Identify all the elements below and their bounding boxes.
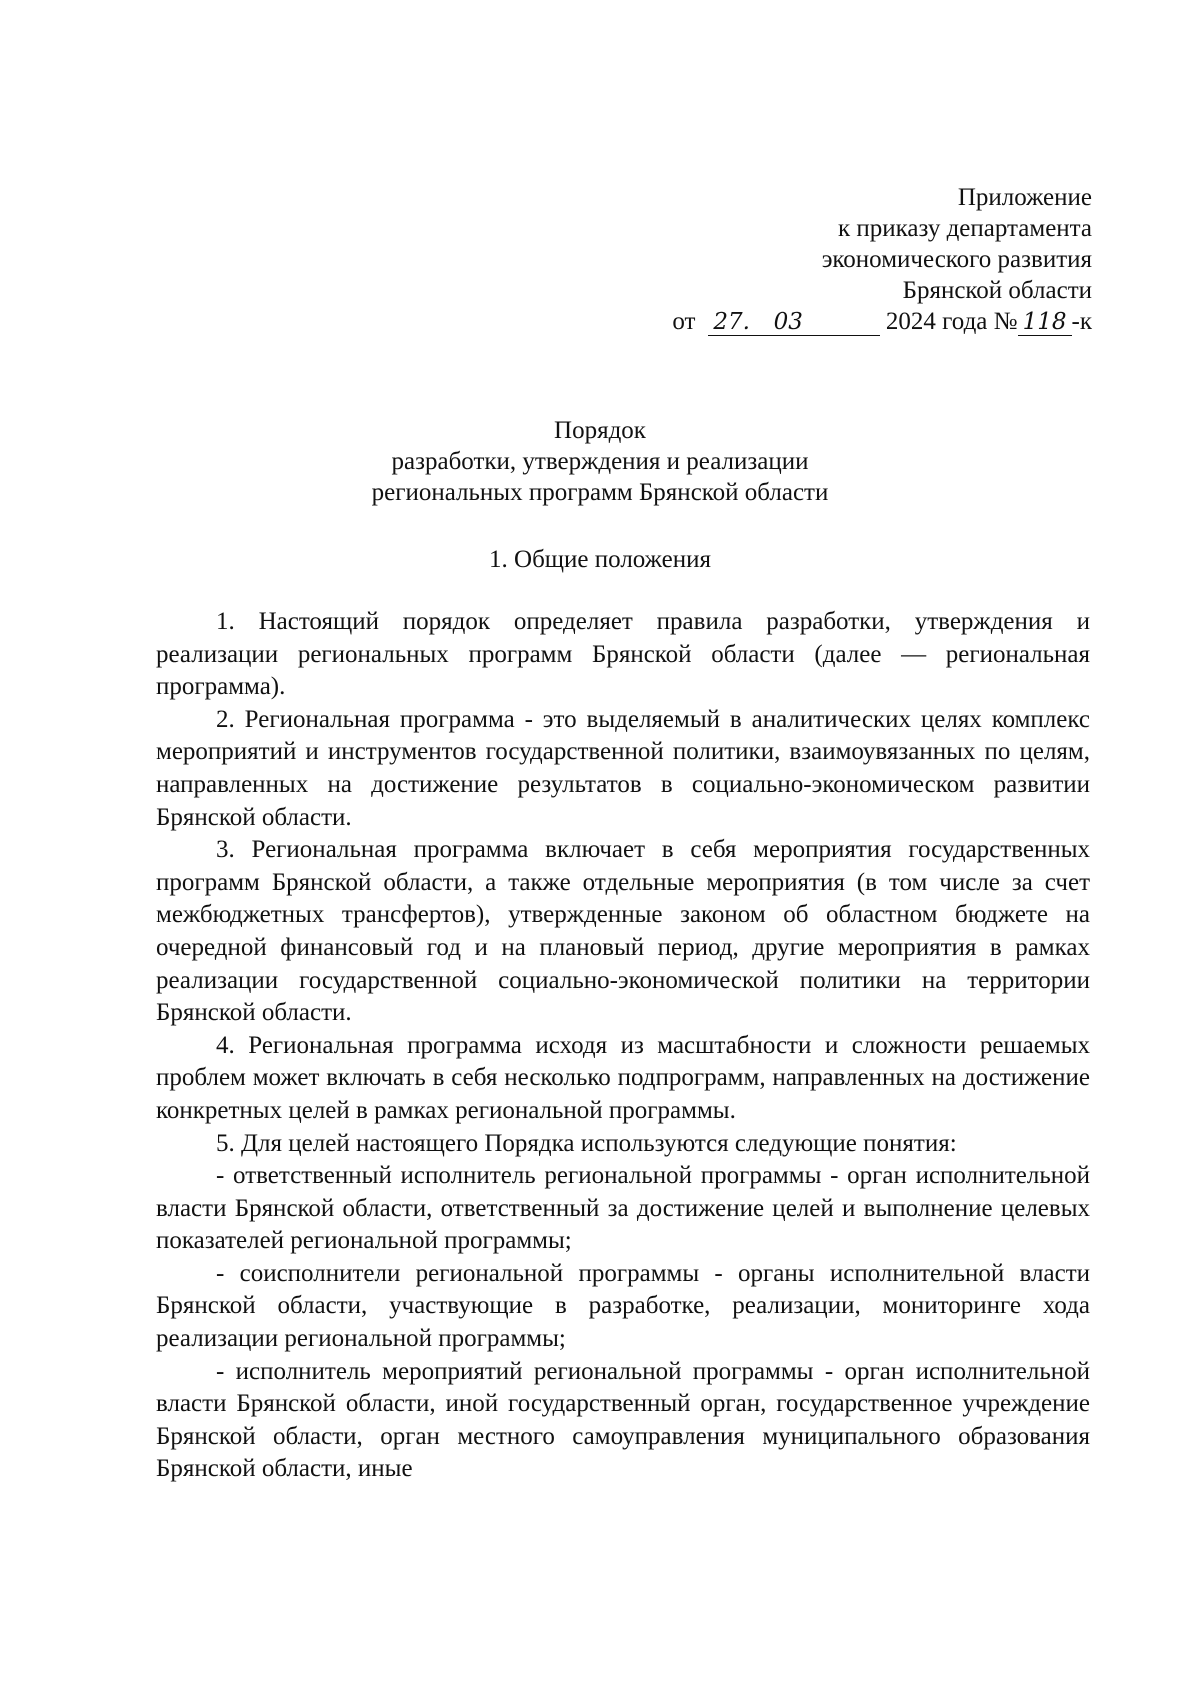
order-suffix: -к	[1071, 308, 1092, 335]
title-line-1: Порядок	[554, 417, 646, 444]
section-heading: 1. Общие положения	[489, 546, 711, 573]
title-line-2: разработки, утверждения и реализации	[391, 448, 809, 475]
paragraph-5: 5. Для целей настоящего Порядка используются следующие понятия:	[216, 1129, 957, 1157]
paragraph-3: 3. Региональная программа включает в себя мероприятия государственных программ Брянской области, а также отдельные мероприятия (в том числе за счет межбюджетных трансфертов), утвержденные законом об областном бюджете на очередной финансовый год и на плановый период, другие мероприятия в рамках реализации государственной социально-экономической политики на территории Брянской области.	[156, 836, 1090, 1027]
paragraph-1: 1. Настоящий порядок определяет правила разработки, утверждения и реализации региональных программ Брянской области (далее — региональная программа).	[156, 608, 1090, 701]
definition-co-executors: - соисполнители региональной программы - органы исполнительной власти Брянской области, участвующие в разработке, реализации, мониторинге хода реализации региональной программы;	[156, 1259, 1090, 1353]
appendix-department: экономического развития	[821, 246, 1092, 273]
appendix-order-ref: к приказу департамента	[837, 215, 1092, 242]
document-body	[156, 606, 1090, 1486]
paragraph-2: 2. Региональная программа - это выделяемый в аналитических целях комплекс мероприятий и инструментов государственной политики, взаимоувязанных по целям, направленных на достижение результатов в социально-экономическом развитии Брянской области.	[156, 705, 1090, 831]
handwritten-order-number: 118	[1018, 309, 1072, 336]
date-year-text: 2024 года №	[885, 308, 1018, 335]
date-prefix: от	[672, 308, 696, 335]
paragraph-4: 4. Региональная программа исходя из масштабности и сложности решаемых проблем может включать в себя несколько подпрограмм, направленных на достижение конкретных целей в рамках региональной программы.	[156, 1031, 1090, 1124]
appendix-region: Брянской области	[902, 277, 1092, 304]
appendix-header	[672, 182, 1092, 337]
definition-activity-executor: - исполнитель мероприятий региональной программы - орган исполнительной власти Брянской области, иной государственный орган, государственное учреждение Брянской области, орган местного самоуправления муниципального образования Брянской области, иные	[156, 1357, 1090, 1483]
handwritten-month: 03	[756, 309, 880, 336]
appendix-date-line	[672, 306, 1092, 337]
definition-responsible-executor: - ответственный исполнитель региональной программы - орган исполнительной власти Брянской области, ответственный за достижение целей и выполнение целевых показателей региональной программы;	[156, 1162, 1090, 1255]
appendix-title: Приложение	[957, 184, 1092, 211]
title-line-3: региональных программ Брянской области	[371, 479, 829, 506]
document-title	[0, 415, 1200, 508]
handwritten-day: 27.	[708, 309, 756, 336]
